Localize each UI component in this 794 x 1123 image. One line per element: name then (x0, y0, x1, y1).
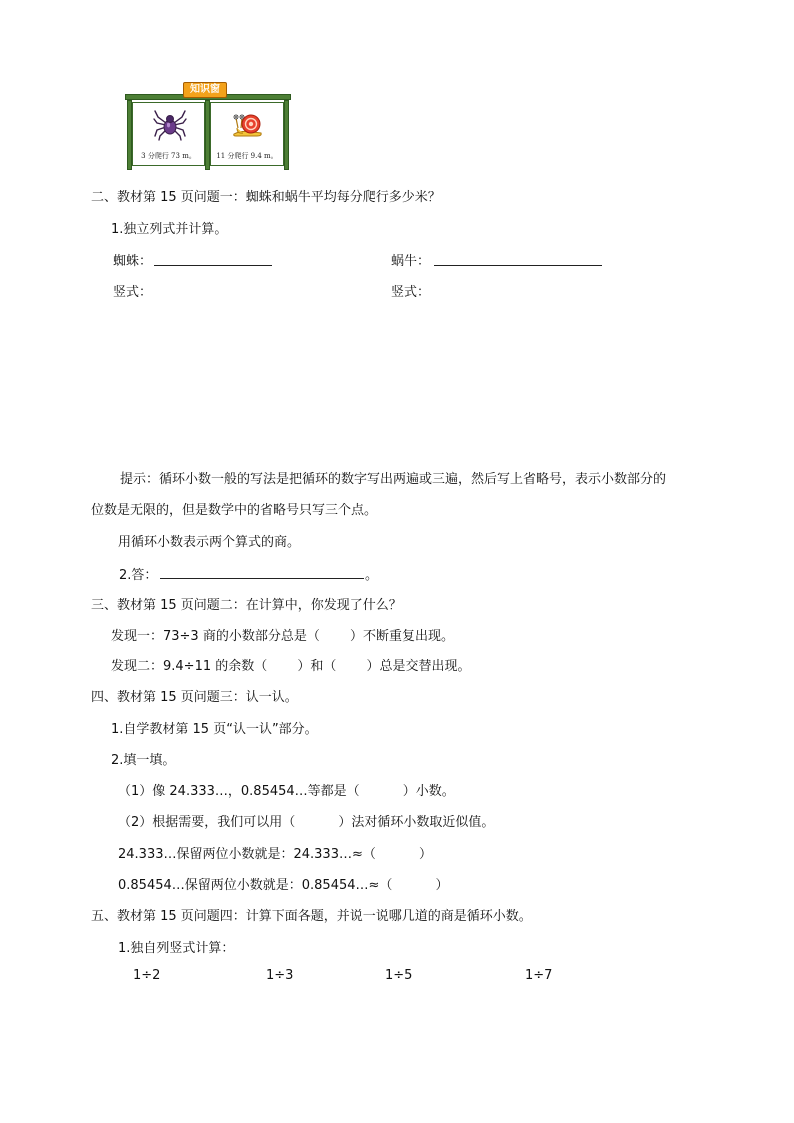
expression-4: 1÷7 (525, 968, 553, 983)
section-2-heading: 二、教材第 15 页问题一：蜘蛛和蜗牛平均每分爬行多少米？ (91, 190, 441, 205)
spider-answer-line[interactable] (154, 265, 272, 266)
snail-label: 蜗牛： (391, 254, 431, 269)
section-4-heading: 四、教材第 15 页问题三：认一认。 (91, 690, 298, 705)
fill-question-2: （2）根据需要，我们可以用（ ）法对循环小数取近似值。 (118, 815, 495, 830)
section-2-step-1: 1.独立列式并计算。 (111, 222, 228, 237)
expression-2: 1÷3 (266, 968, 294, 983)
vertical-label-right: 竖式： (391, 285, 431, 300)
spider-panel (132, 102, 205, 166)
board-right-leg (284, 100, 289, 170)
answer-label: 2.答： (119, 568, 158, 583)
finding-1: 发现一：73÷3 商的小数部分总是（ ）不断重复出现。 (111, 629, 454, 644)
snail-icon (231, 106, 265, 140)
section-3-heading: 三、教材第 15 页问题二：在计算中，你发现了什么？ (91, 598, 402, 613)
section-4-step-2: 2.填一填。 (111, 753, 176, 768)
spider-label: 蜘蛛： (113, 254, 153, 269)
section-4-step-1: 1.自学教材第 15 页“认一认”部分。 (111, 722, 318, 737)
spider-icon (153, 109, 187, 141)
snail-answer-line[interactable] (434, 265, 602, 266)
fill-question-3: 24.333…保留两位小数就是：24.333…≈（ ） (118, 847, 432, 862)
use-repeating-decimal-line: 用循环小数表示两个算式的商。 (118, 535, 301, 550)
fill-question-1: （1）像 24.333…，0.85454…等都是（ ）小数。 (118, 784, 455, 799)
knowledge-window-sign: 知识窗 (183, 82, 227, 98)
section-5-heading: 五、教材第 15 页问题四：计算下面各题，并说一说哪几道的商是循环小数。 (91, 909, 532, 924)
knowledge-board (125, 82, 291, 170)
fill-question-4: 0.85454…保留两位小数就是：0.85454…≈（ ） (118, 878, 449, 893)
tip-line-1: 提示：循环小数一般的写法是把循环的数字写出两遍或三遍，然后写上省略号，表示小数部分的 (120, 472, 667, 487)
tip-line-2: 位数是无限的，但是数学中的省略号只写三个点。 (91, 503, 378, 518)
answer-line[interactable] (160, 578, 364, 579)
section-5-step-1: 1.独自列竖式计算： (118, 941, 235, 956)
answer-end-mark: 。 (365, 568, 379, 583)
spider-caption: 3 分爬行 73 m。 (141, 152, 196, 160)
vertical-label-left: 竖式： (113, 285, 153, 300)
finding-2: 发现二：9.4÷11 的余数（ ）和（ ）总是交替出现。 (111, 659, 471, 674)
expression-3: 1÷5 (385, 968, 413, 983)
snail-caption: 11 分爬行 9.4 m。 (216, 152, 278, 160)
snail-panel (210, 102, 284, 166)
expression-1: 1÷2 (133, 968, 161, 983)
